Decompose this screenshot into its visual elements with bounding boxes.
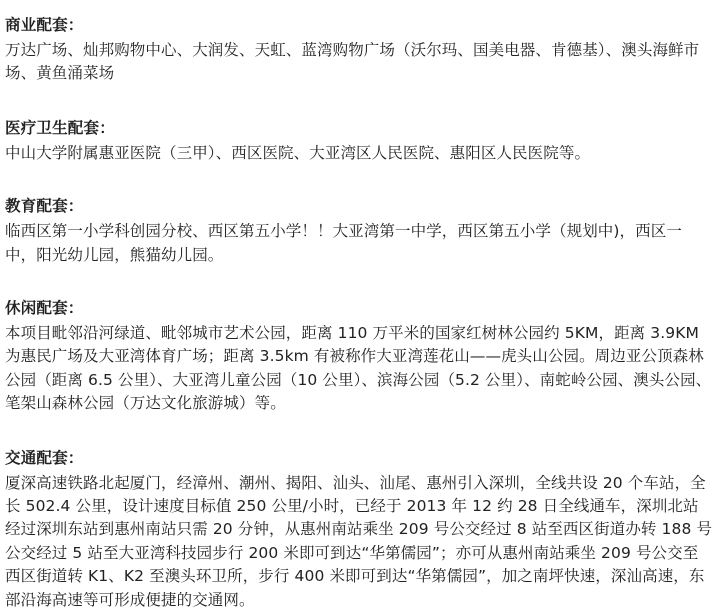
section-heading: 商业配套： bbox=[5, 16, 84, 34]
section-body: 本项目毗邻沿河绿道、毗邻城市艺术公园，距离 110 万平米的国家红树林公园约 5KM，距离 3.9KM 为惠民广场及大亚湾体育广场；距离 3.5km 有被称作大亚湾莲花山——虎头山公园。周边亚公顶森林公园（距离 6.5 公里）、大亚湾儿童公园（10 公里）、滨海公园（5.2 公里）、南蛇岭公园、澳头公园、笔架山森林公园（万达文化旅游城）等。 bbox=[5, 324, 712, 413]
section-heading: 医疗卫生配套： bbox=[5, 118, 115, 137]
section-body: 临西区第一小学科创园分校、西区第五小学！！大亚湾第一中学，西区第五小学（规划中)，西区一中，阳光幼儿园，熊猫幼儿园。 bbox=[5, 222, 682, 264]
section-heading: 教育配套： bbox=[5, 197, 84, 216]
section-leisure bbox=[5, 297, 713, 416]
section-medical bbox=[5, 117, 713, 165]
section-commercial bbox=[5, 14, 713, 86]
section-heading: 休闲配套： bbox=[5, 299, 84, 318]
section-body: 厦深高速铁路北起厦门，经漳州、潮州、揭阳、汕头、汕尾、惠州引入深圳，全线共设 20 个车站，全长 502.4 公里，设计速度目标值 250 公里/小时，已经于 2013 年 12 约 28 日全线通车，深圳北站经过深圳东站到惠州南站只需 20 分钟，从惠州南站乘坐 209 号公交经过 8 站至西区街道办转 188 号公交经过 5 站至大亚湾科技园步行 200 米即可到达“华第儒园”；亦可从惠州南站乘坐 209 号公交至西区街道转 K1、K2 至澳头环卫所，步行 400 米即可到达“华第儒园”，加之南坪快速，深汕高速，东部沿海高速等可形成便捷的交通网。 bbox=[5, 473, 713, 609]
section-body: 万达广场、灿邦购物中心、大润发、天虹、蓝湾购物广场（沃尔玛、国美电器、肯德基）、澳头海鲜市场、黄鱼涌菜场 bbox=[5, 41, 700, 83]
section-transport bbox=[5, 447, 713, 612]
section-body: 中山大学附属惠亚医院（三甲）、西区医院、大亚湾区人民医院、惠阳区人民医院等。 bbox=[5, 143, 591, 162]
section-education bbox=[5, 195, 713, 267]
section-heading: 交通配套： bbox=[5, 448, 84, 467]
